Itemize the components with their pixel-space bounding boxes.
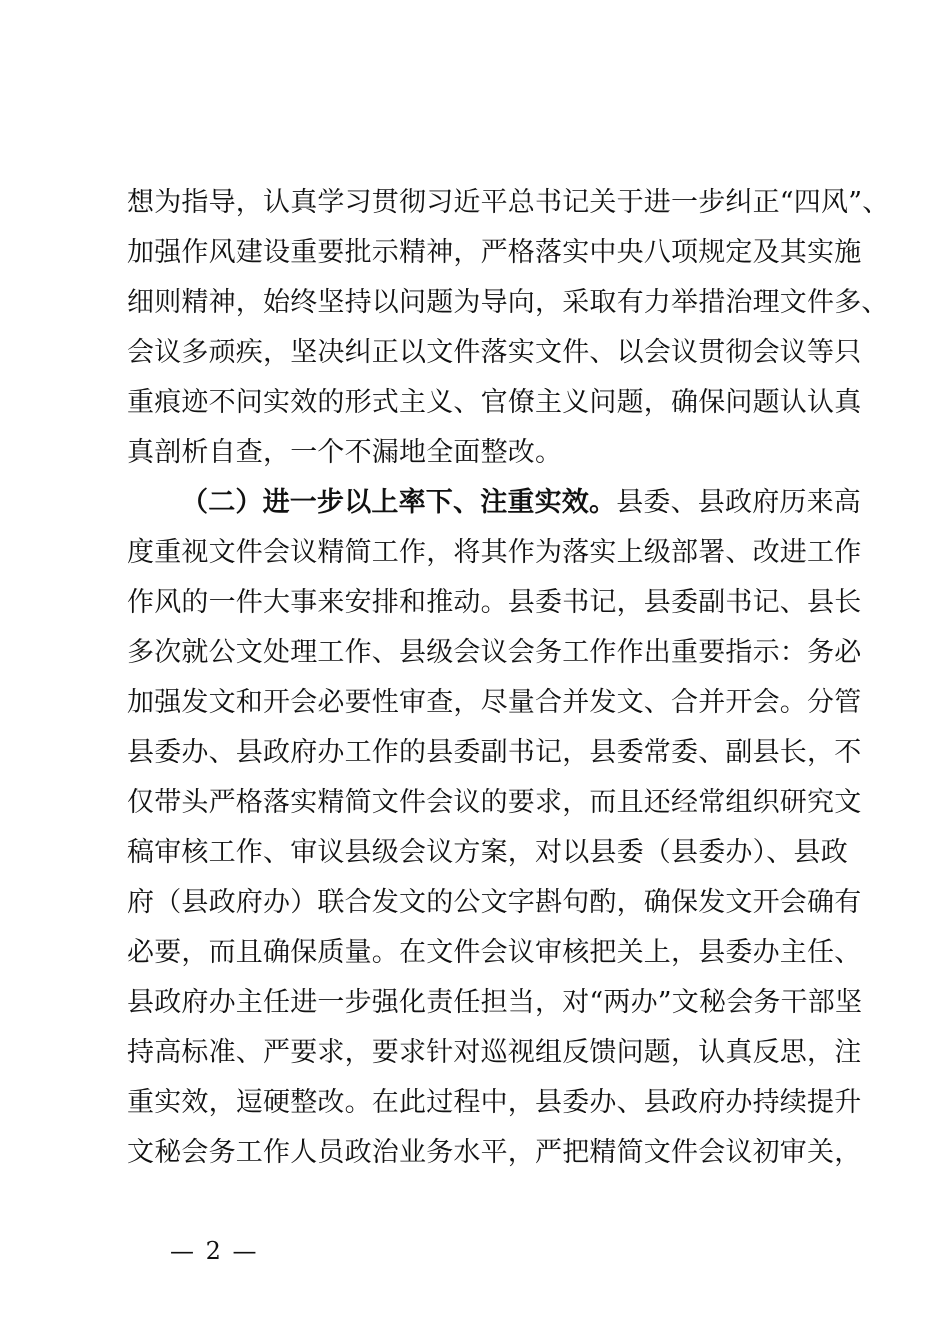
paragraph-line: 作风的一件大事来安排和推动。县委书记，县委副书记、县长 bbox=[127, 587, 862, 618]
section-heading: （二）进一步以上率下、注重实效。 bbox=[181, 487, 617, 518]
paragraph-line: 多次就公文处理工作、县级会议会务工作作出重要指示：务必 bbox=[127, 637, 862, 668]
paragraph-line: 府（县政府办）联合发文的公文字斟句酌，确保发文开会确有 bbox=[127, 887, 862, 918]
paragraph-line: 必要，而且确保质量。在文件会议审核把关上，县委办主任、 bbox=[127, 937, 862, 968]
paragraph-line: 度重视文件会议精简工作，将其作为落实上级部署、改进工作 bbox=[127, 537, 862, 568]
paragraph-line: 仅带头严格落实精简文件会议的要求，而且还经常组织研究文 bbox=[127, 787, 862, 818]
paragraph-line: 县政府办主任进一步强化责任担当，对“两办”文秘会务干部坚 bbox=[127, 987, 863, 1018]
page-number: — 2 — bbox=[170, 1237, 259, 1265]
paragraph-line: 县委办、县政府办工作的县委副书记，县委常委、副县长，不 bbox=[127, 737, 862, 768]
section-first-line bbox=[181, 485, 862, 521]
paragraph-line: 会议多顽疾，坚决纠正以文件落实文件、以会议贯彻会议等只 bbox=[127, 337, 862, 368]
paragraph-line: 持高标准、严要求，要求针对巡视组反馈问题，认真反思，注 bbox=[127, 1037, 862, 1068]
paragraph-line: 细则精神，始终坚持以问题为导向，采取有力举措治理文件多、 bbox=[127, 287, 889, 318]
paragraph-line: 重实效，逗硬整改。在此过程中，县委办、县政府办持续提升 bbox=[127, 1087, 862, 1118]
paragraph-line: 加强作风建设重要批示精神，严格落实中央八项规定及其实施 bbox=[127, 237, 862, 268]
paragraph-line: 稿审核工作、审议县级会议方案，对以县委（县委办）、县政 bbox=[127, 837, 848, 868]
paragraph-line: 重痕迹不问实效的形式主义、官僚主义问题，确保问题认认真 bbox=[127, 387, 862, 418]
paragraph-line: 文秘会务工作人员政治业务水平，严把精简文件会议初审关， bbox=[127, 1137, 862, 1168]
paragraph-line: 想为指导，认真学习贯彻习近平总书记关于进一步纠正“四风”、 bbox=[127, 187, 890, 218]
paragraph-line: 加强发文和开会必要性审查，尽量合并发文、合并开会。分管 bbox=[127, 687, 862, 718]
paragraph-line: 真剖析自查，一个不漏地全面整改。 bbox=[127, 437, 563, 468]
section-first-line-text: 县委、县政府历来高 bbox=[616, 487, 862, 518]
